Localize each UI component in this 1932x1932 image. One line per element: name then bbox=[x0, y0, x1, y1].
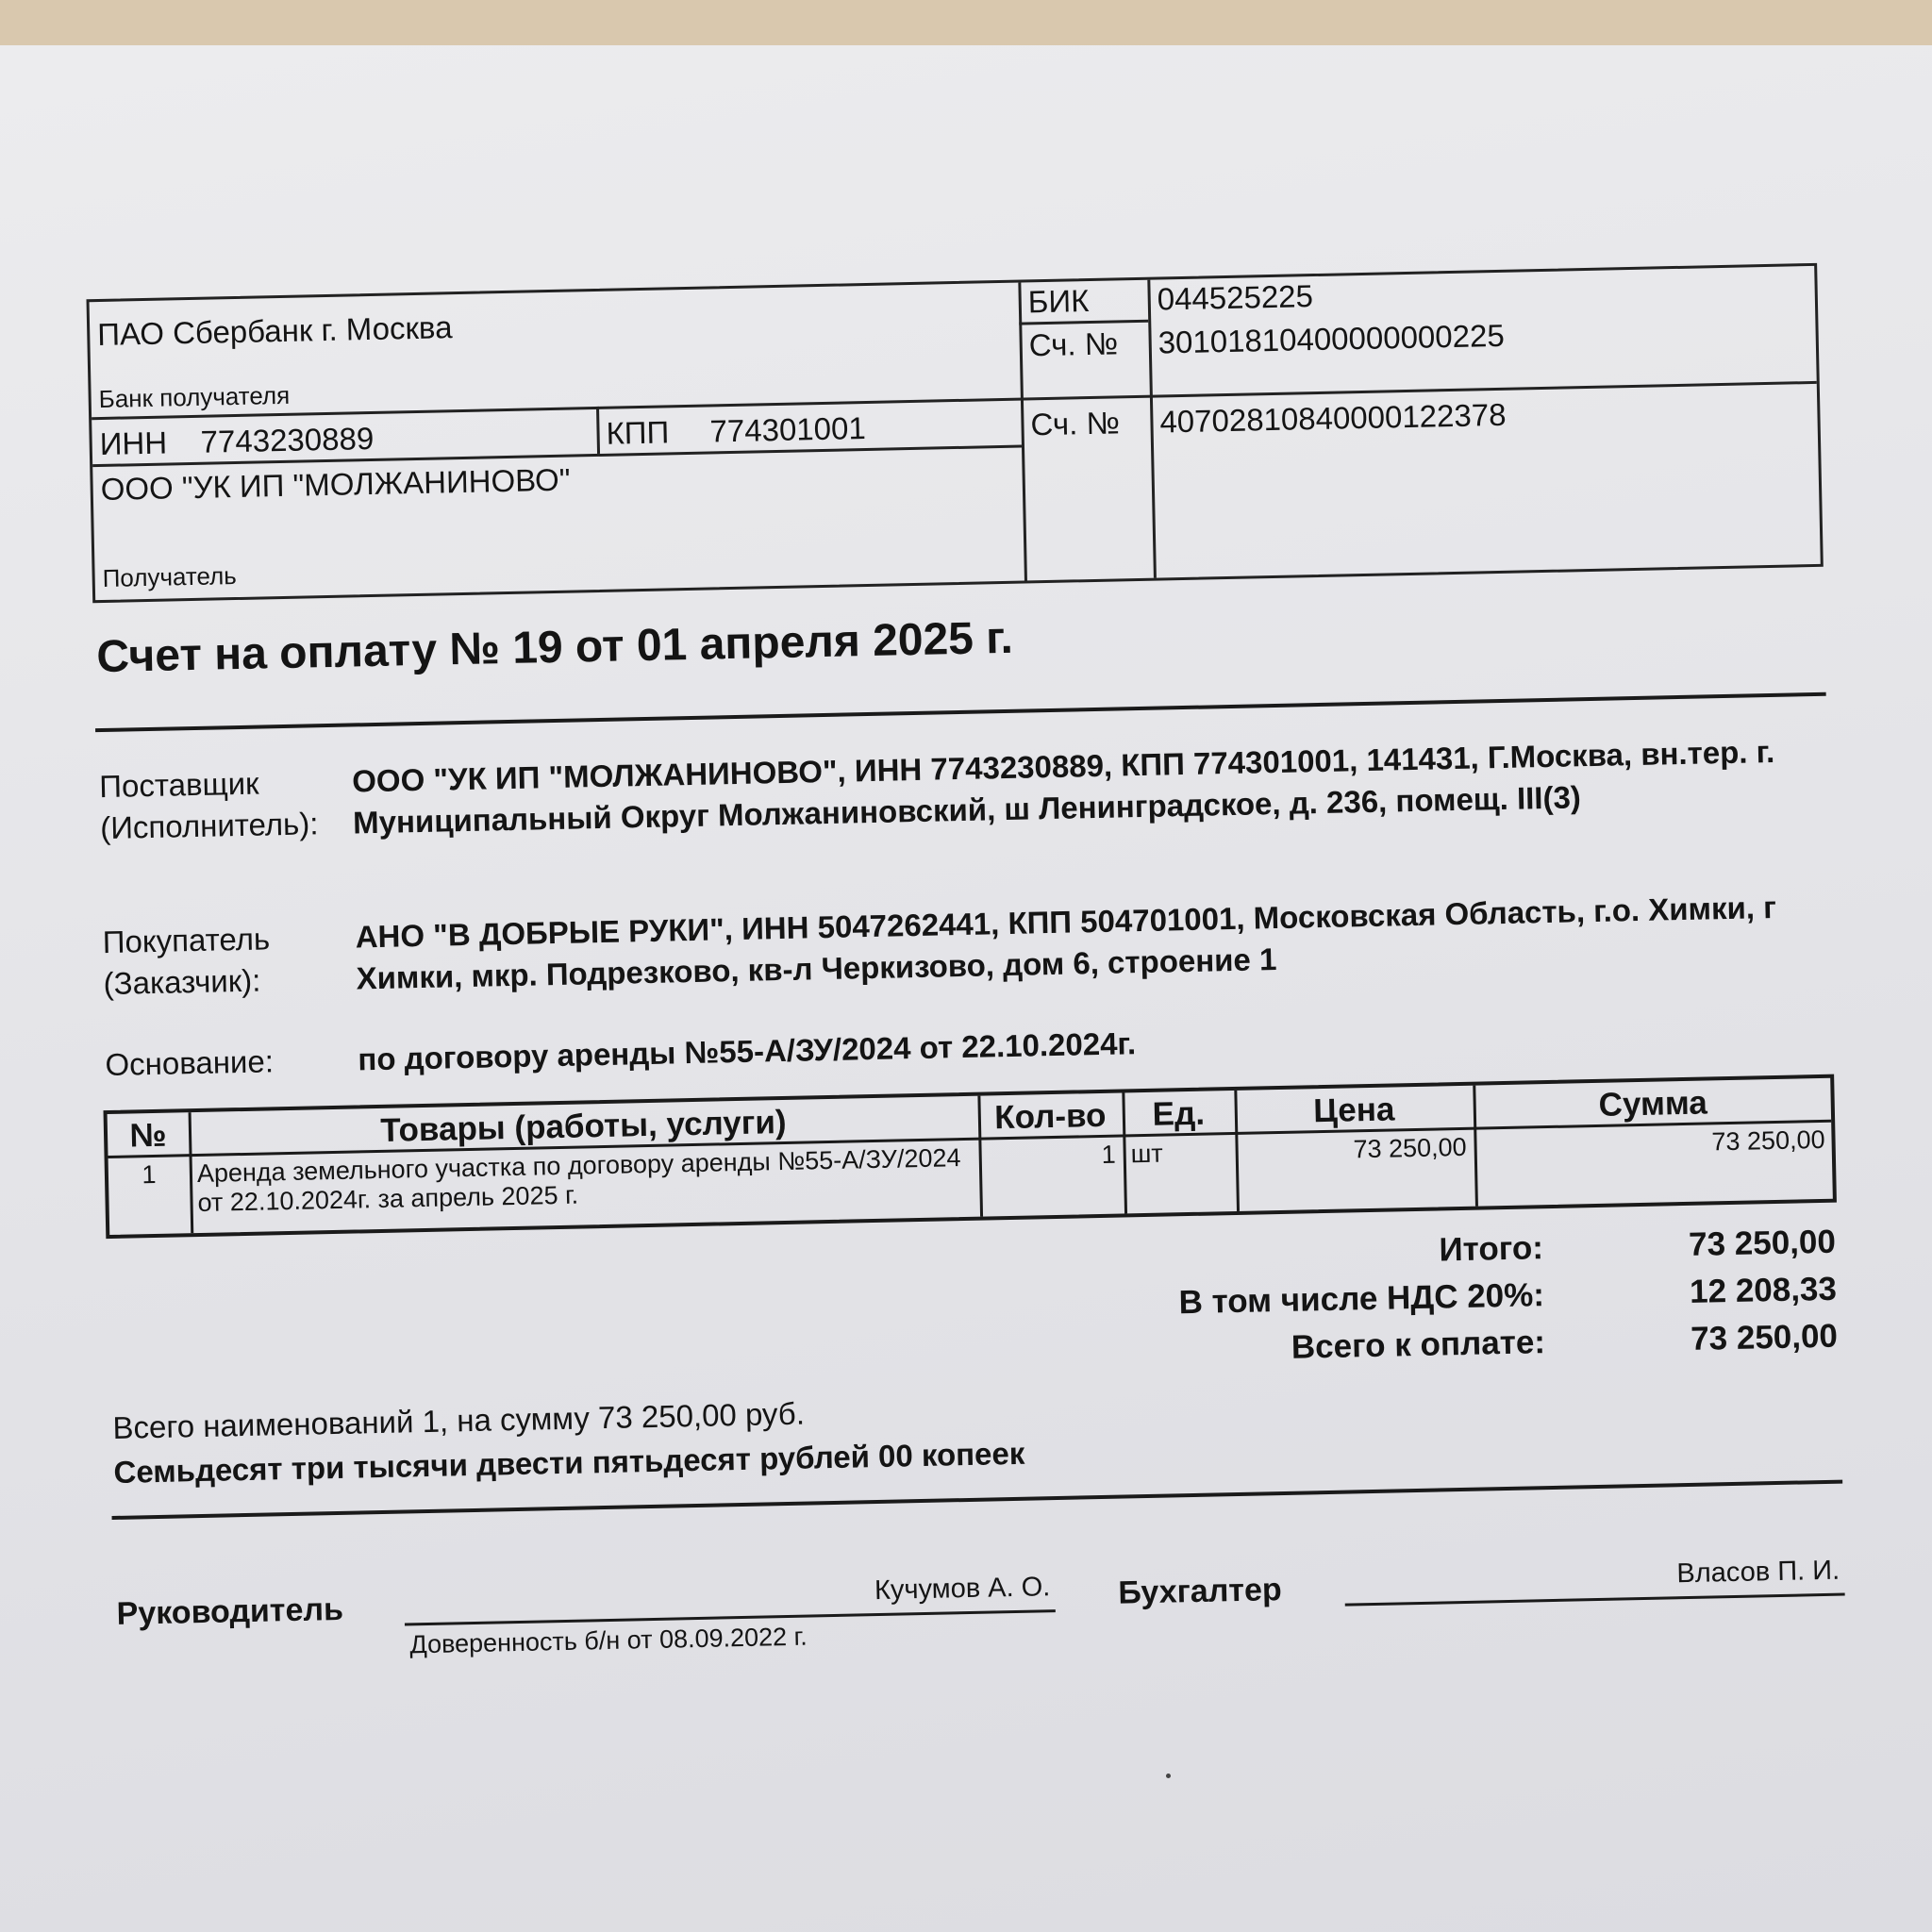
bank-details-box bbox=[86, 263, 1823, 603]
row-1-qty: 1 bbox=[1101, 1140, 1117, 1169]
bik-label: БИК bbox=[1027, 283, 1090, 320]
kpp-label: КПП bbox=[606, 414, 670, 451]
bank-hline-bik bbox=[1019, 320, 1148, 325]
director-label: Руководитель bbox=[116, 1591, 344, 1632]
due-value: 73 250,00 bbox=[1690, 1317, 1839, 1357]
bank-divider-1 bbox=[1018, 283, 1027, 581]
header-name: Товары (работы, услуги) bbox=[379, 1103, 787, 1149]
bank-divider-2 bbox=[1147, 280, 1157, 578]
summary-underline bbox=[112, 1480, 1843, 1520]
director-name: Кучумов А. О. bbox=[874, 1572, 1051, 1607]
total-value: 73 250,00 bbox=[1688, 1223, 1837, 1263]
corr-account-value: 30101810400000000225 bbox=[1158, 317, 1506, 360]
header-price: Цена bbox=[1312, 1091, 1395, 1130]
total-label: Итого: bbox=[1439, 1229, 1544, 1269]
supplier-value: ООО "УК ИП "МОЛЖАНИНОВО", ИНН 7743230889, КПП 774301001, 141431, Г.Москва, вн.тер. г. Муниципальный Округ Молжаниновский, ш Ленинградское, д. 236, помещ. III(3) bbox=[351, 733, 1775, 841]
bank-hline-main bbox=[92, 381, 1817, 420]
recipient-label: Получатель bbox=[102, 561, 238, 592]
inn-label: ИНН bbox=[99, 425, 168, 462]
summary-count: Всего наименований 1, на сумму 73 250,00 руб. bbox=[112, 1395, 806, 1445]
vat-value: 12 208,33 bbox=[1689, 1270, 1838, 1310]
row-1-unit: шт bbox=[1130, 1139, 1164, 1169]
row-1-num: 1 bbox=[142, 1159, 157, 1190]
kpp-value: 774301001 bbox=[709, 410, 867, 449]
supplier-label: Поставщик (Исполнитель): bbox=[98, 765, 319, 846]
bank-divider-inn-kpp bbox=[596, 407, 600, 454]
header-qty: Кол-во bbox=[993, 1096, 1107, 1137]
accountant-name: Власов П. И. bbox=[1676, 1555, 1840, 1590]
bik-value: 044525225 bbox=[1157, 278, 1314, 317]
row-1-name: Аренда земельного участка по договору аренды №55-А/ЗУ/2024 от 22.10.2024г. за апрель 2025 г. bbox=[196, 1143, 961, 1218]
director-note: Доверенность б/н от 08.09.2022 г. bbox=[409, 1622, 808, 1659]
row-1-price: 73 250,00 bbox=[1353, 1132, 1467, 1164]
account-value: 40702810840000122378 bbox=[1159, 396, 1507, 440]
totals-block bbox=[883, 1224, 1839, 1394]
paper-sheet bbox=[0, 45, 1932, 1932]
title-underline bbox=[95, 692, 1826, 732]
summary-words: Семьдесят три тысячи двести пятьдесят рублей 00 копеек bbox=[113, 1435, 1025, 1490]
buyer-value: АНО "В ДОБРЫЕ РУКИ", ИНН 5047262441, КПП 504701001, Московская Область, г.о. Химки, г Химки, мкр. Подрезково, кв-л Черкизово, дом 6, строение 1 bbox=[355, 889, 1777, 996]
basis-value: по договору аренды №55-А/ЗУ/2024 от 22.10.2024г. bbox=[358, 1025, 1137, 1077]
recipient-name: ООО "УК ИП "МОЛЖАНИНОВО" bbox=[100, 461, 571, 508]
invoice-document bbox=[0, 45, 1932, 1932]
due-label: Всего к оплате: bbox=[1291, 1324, 1546, 1366]
buyer-label: Покупатель (Заказчик): bbox=[102, 921, 271, 1002]
paper-speck bbox=[1166, 1774, 1171, 1778]
bank-name: ПАО Сбербанк г. Москва bbox=[96, 309, 453, 353]
goods-table bbox=[104, 1074, 1837, 1239]
corr-account-label: Сч. № bbox=[1028, 325, 1119, 363]
header-unit: Ед. bbox=[1152, 1094, 1206, 1133]
invoice-title: Счет на оплату № 19 от 01 апреля 2025 г. bbox=[95, 612, 1014, 683]
vat-label: В том числе НДС 20%: bbox=[1178, 1276, 1545, 1322]
header-sum: Сумма bbox=[1598, 1084, 1708, 1124]
basis-label: Основание: bbox=[105, 1043, 275, 1083]
bank-label: Банк получателя bbox=[98, 380, 291, 414]
accountant-label: Бухгалтер bbox=[1118, 1572, 1283, 1611]
account-label: Сч. № bbox=[1030, 405, 1121, 442]
inn-value: 7743230889 bbox=[200, 420, 375, 459]
row-1-sum: 73 250,00 bbox=[1711, 1124, 1825, 1157]
header-num: № bbox=[129, 1116, 167, 1155]
